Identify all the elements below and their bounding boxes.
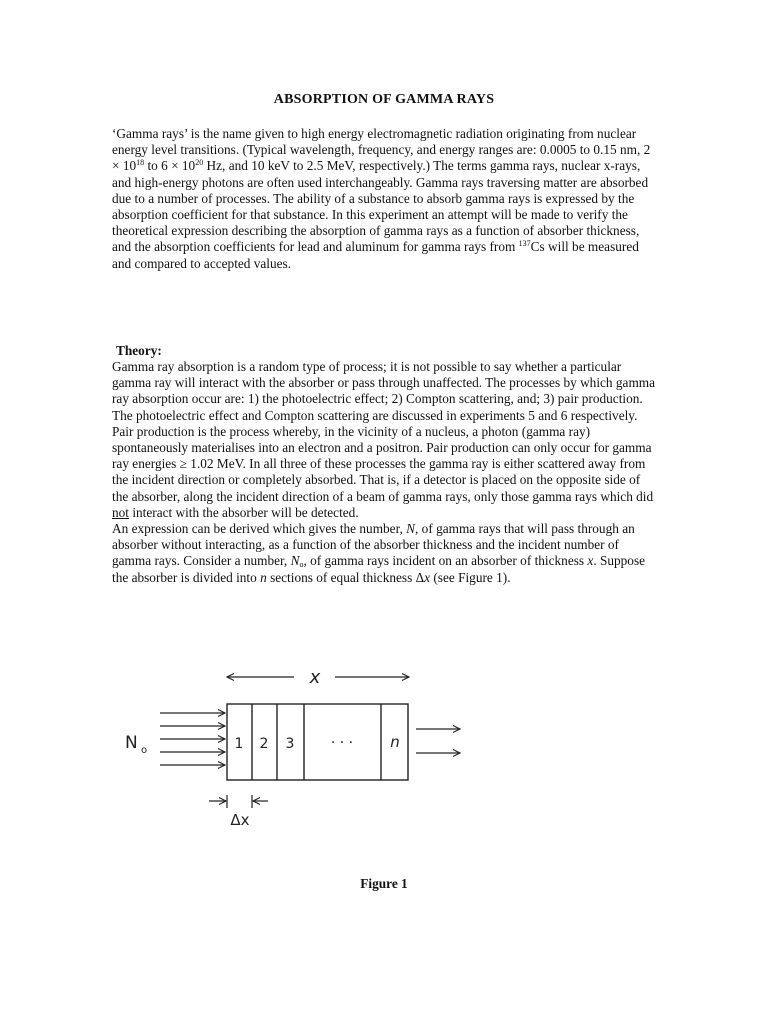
intro-text-1: ‘Gamma rays’ is the name given to high energy electromagnetic radiation originating from nuclear energy level transitions. (Typical wavelength, frequency, and energy ranges are: 0.0005 to 0.15 nm, 2 × 10 xyxy=(112,126,651,174)
theory-heading: Theory: xyxy=(116,343,162,358)
variable-N0-subscript: o xyxy=(299,560,304,570)
absorber-block xyxy=(227,704,408,780)
page-title: ABSORPTION OF GAMMA RAYS xyxy=(273,92,495,107)
incident-label-subscript: o xyxy=(141,745,148,756)
section-label-3: 3 xyxy=(285,736,295,752)
intro-text-4: Cs will be measured and compared to accepted values. xyxy=(112,239,639,271)
theory-text-7: sections of equal thickness Δ xyxy=(266,569,425,585)
variable-dx: x xyxy=(424,569,431,585)
isotope-mass-number: 137 xyxy=(518,239,531,249)
thickness-label: x xyxy=(309,667,321,688)
delta-x-label: Δx xyxy=(230,811,250,829)
section-label-2: 2 xyxy=(259,736,269,752)
emphasis-not: not xyxy=(112,504,129,520)
figure-caption: Figure 1 xyxy=(360,876,408,891)
variable-N: N xyxy=(406,521,416,537)
incident-arrows xyxy=(160,713,225,765)
intro-text-3: Hz, and 10 keV to 2.5 MeV, respectively.) The terms gamma rays, nuclear x-rays, and high-energy photons are often used interchangeably. Gamma rays traversing matter are absorbed due to a number of processes. The ability of a substance to absorb gamma rays is expressed by the absorption coefficient for that substance. In this experiment an attempt will be made to verify the theoretical expression describing the absorption of gamma rays as a function of absorber thickness, and the absorption coefficients for lead and aluminum for gamma rays from xyxy=(112,158,649,255)
delta-x-marker xyxy=(209,795,268,808)
section-label-n: n xyxy=(390,733,400,751)
theory-text-2: interact with the absorber will be detected. xyxy=(129,504,359,520)
exponent-20: 20 xyxy=(195,158,204,168)
variable-x: x xyxy=(587,553,594,569)
intro-text-2: to 6 × 10 xyxy=(144,158,196,174)
theory-text-4: , of gamma rays that will pass through an absorber without interacting, as a function of the absorber thickness and the incident number of gamma rays. Consider a number, xyxy=(112,521,635,569)
incident-label: N xyxy=(125,733,138,753)
variable-n: n xyxy=(260,569,267,585)
theory-text-6: . Suppose the absorber is divided into xyxy=(112,553,646,585)
theory-text-8: (see Figure 1). xyxy=(430,569,511,585)
theory-text-5: , of gamma rays incident on an absorber of thickness xyxy=(303,553,588,569)
section-label-1: 1 xyxy=(234,736,244,752)
theory-text-3: An expression can be derived which gives the number, xyxy=(112,521,407,537)
section-ellipsis: · · · xyxy=(330,735,354,751)
variable-N0: N xyxy=(290,553,300,569)
exponent-18: 18 xyxy=(136,158,145,168)
transmitted-arrows xyxy=(416,729,460,753)
theory-text-1: Gamma ray absorption is a random type of process; it is not possible to say whether a particular gamma ray will interact with the absorber or pass through unaffected. The processes by which gamma ray absorption occur are: 1) the photoelectric effect; 2) Compton scattering, and; 3) pair production. The photoelectric effect and Compton scattering are discussed in experiments 5 and 6 respectively. Pair production is the process whereby, in the vicinity of a nucleus, a photon (gamma ray) spontaneously materialises into an electron and a positron. Pair production can only occur for gamma ray energies ≥ 1.02 MeV. In all three of these processes the gamma ray is either scattered away from the incident direction or completely absorbed. That is, if a detector is placed on the opposite side of the absorber, along the incident direction of a beam of gamma rays, only those gamma rays which did xyxy=(112,359,656,504)
